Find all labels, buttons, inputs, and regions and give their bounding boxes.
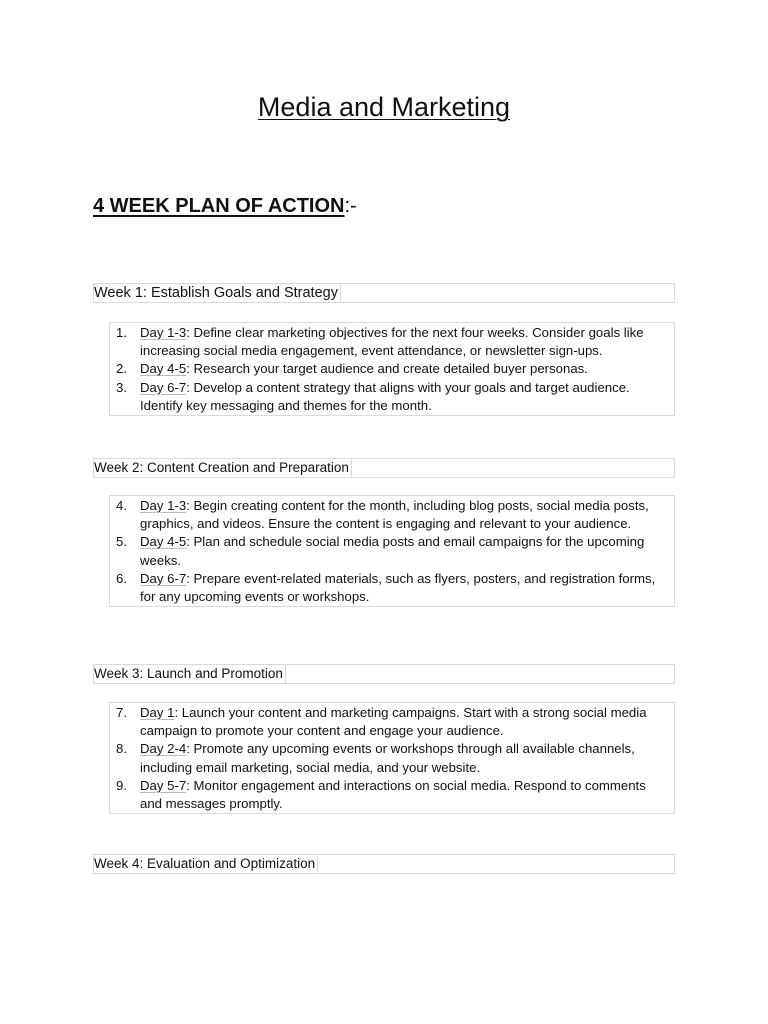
week-3-heading: Week 3: Launch and Promotion — [94, 665, 286, 683]
week-1-heading: Week 1: Establish Goals and Strategy — [94, 284, 341, 302]
task-text: : Plan and schedule social media posts and email campaigns for the upcoming weeks. — [140, 534, 645, 568]
task-number: 9. — [116, 777, 127, 793]
task-item — [110, 324, 668, 360]
task-day: Day 5-7 — [140, 777, 187, 793]
task-text: : Launch your content and marketing campaigns. Start with a strong social media campaign to promote your content and engage your audience. — [140, 705, 647, 739]
task-day: Day 6-7 — [140, 379, 187, 395]
task-text: : Begin creating content for the month, including blog posts, social media posts, graphics, and videos. Ensure the content is engaging and relevant to your audience. — [140, 498, 649, 532]
task-number: 5. — [116, 534, 127, 550]
task-number: 2. — [116, 361, 127, 377]
task-text: : Promote any upcoming events or workshops through all available channels, including email marketing, social media, and your website. — [140, 741, 635, 775]
task-number: 3. — [116, 379, 127, 395]
task-item — [110, 360, 668, 378]
plan-heading-text: 4 WEEK PLAN OF ACTION — [93, 195, 345, 217]
task-item — [110, 740, 668, 776]
task-number: 6. — [116, 570, 127, 586]
task-text: : Develop a content strategy that aligns with your goals and target audience. Identify key messaging and themes for the month. — [140, 379, 630, 413]
task-number: 1. — [116, 325, 127, 340]
week-2-heading: Week 2: Content Creation and Preparation — [94, 459, 352, 477]
week-4-heading: Week 4: Evaluation and Optimization — [94, 855, 318, 873]
document-title-text: Media and Marketing — [257, 92, 511, 122]
week-2-task-list — [109, 495, 675, 607]
task-item — [110, 497, 668, 533]
task-day: Day 2-4 — [140, 741, 187, 757]
plan-heading — [93, 192, 357, 220]
document-title — [0, 90, 768, 124]
task-text: : Prepare event-related materials, such as flyers, posters, and registration forms, for any upcoming events or workshops. — [140, 570, 656, 605]
task-item — [110, 533, 668, 569]
task-day: Day 1-3 — [140, 498, 187, 513]
task-number: 7. — [116, 705, 127, 720]
week-1-task-list — [109, 322, 675, 416]
plan-heading-suffix: :- — [344, 195, 357, 217]
task-item — [110, 777, 668, 813]
week-4-heading-box — [93, 854, 675, 874]
task-day: Day 6-7 — [140, 570, 187, 586]
task-item — [110, 379, 668, 415]
task-text: : Research your target audience and create detailed buyer personas. — [186, 361, 588, 377]
task-day: Day 1 — [140, 705, 175, 720]
week-3-task-list — [109, 702, 675, 814]
task-text: : Monitor engagement and interactions on social media. Respond to comments and messages promptly. — [140, 777, 646, 812]
week-3-heading-box — [93, 664, 675, 684]
task-day: Day 4-5 — [140, 534, 187, 550]
task-item — [110, 704, 668, 740]
task-number: 8. — [116, 741, 127, 757]
week-1-heading-box — [93, 283, 675, 303]
task-day: Day 1-3 — [140, 325, 187, 340]
task-number: 4. — [116, 498, 127, 513]
task-item — [110, 570, 668, 606]
week-2-heading-box — [93, 458, 675, 478]
task-text: : Define clear marketing objectives for the next four weeks. Consider goals like increasing social media engagement, event attendance, or newsletter sign-ups. — [140, 325, 644, 359]
task-day: Day 4-5 — [140, 361, 187, 377]
